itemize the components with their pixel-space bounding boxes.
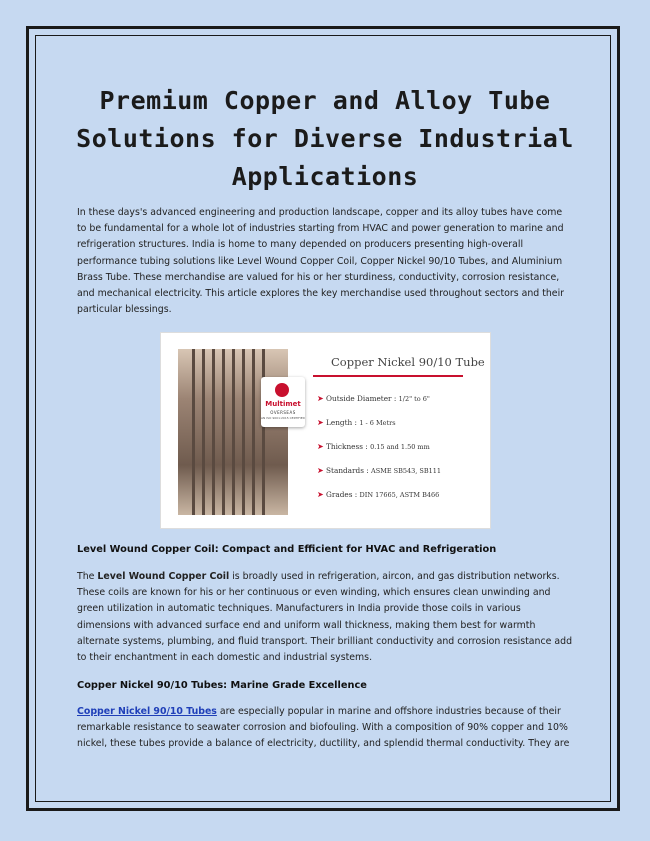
- copper-nickel-link[interactable]: Copper Nickel 90/10 Tubes: [77, 706, 217, 717]
- spec-row: ➤ Outside Diameter : 1/2" to 6": [317, 394, 430, 403]
- spec-row: ➤ Length : 1 - 6 Metrs: [317, 418, 396, 427]
- company-logo: Multimet OVERSEAS AN ISO 9001:2015 CERTIFIED: [261, 377, 305, 427]
- product-title: Copper Nickel 90/10 Tube: [331, 355, 485, 369]
- logo-mark-icon: [275, 383, 289, 397]
- arrow-icon: ➤: [317, 490, 324, 499]
- spec-row: ➤ Grades : DIN 17665, ASTM B466: [317, 490, 440, 499]
- arrow-icon: ➤: [317, 442, 324, 451]
- section-paragraph: The Level Wound Copper Coil is broadly used in refrigeration, aircon, and gas distribution networks. These coils are known for his or her continuous or even winding, which ensures clean unwinding and green utilization in automatic techniques. Manufacturers in India provide those coils in various dimensions with advanced surface end and uniform wall thickness, making them best for warmth alternate systems, plumbing, and fluid transport. Their brilliant conductivity and corrosion resistance add to their enchantment in each domestic and industrial systems.: [77, 571, 573, 664]
- intro-paragraph: In these days's advanced engineering and production landscape, copper and its alloy tubes have come to be fundamental for a whole lot of industries starting from HVAC and power generation to marine and refrigeration structures. India is home to many depended on producers presenting high-overall performance tubing solutions like Level Wound Copper Coil, Copper Nickel 90/10 Tubes, and Aluminium Brass Tube. These merchandise are valued for his or her sturdiness, conductivity, corrosion resistance, and mechanical electricity. This article explores the key merchandise used throughout sectors and their particular blessings.: [77, 207, 565, 316]
- spec-row: ➤ Thickness : 0.15 and 1.50 mm: [317, 442, 430, 451]
- title-underline: [313, 375, 463, 377]
- arrow-icon: ➤: [317, 466, 324, 475]
- arrow-icon: ➤: [317, 394, 324, 403]
- section-heading: Copper Nickel 90/10 Tubes: Marine Grade Excellence: [77, 680, 367, 691]
- arrow-icon: ➤: [317, 418, 324, 427]
- spec-row: ➤ Standards : ASME SB543, SB111: [317, 466, 442, 475]
- tubes-photo: [178, 349, 288, 515]
- product-image: [160, 332, 491, 529]
- section-paragraph: Copper Nickel 90/10 Tubes are especially popular in marine and offshore industries because of their remarkable resistance to seawater corrosion and biofouling. With a composition of 90% copper and 10% nickel, these tubes provide a balance of electricity, ductility, and splendid thermal conductivity. They are: [77, 706, 570, 750]
- page-title: Premium Copper and Alloy Tube Solutions for Diverse Industrial Applications: [76, 86, 574, 191]
- section-heading: Level Wound Copper Coil: Compact and Efficient for HVAC and Refrigeration: [77, 544, 497, 555]
